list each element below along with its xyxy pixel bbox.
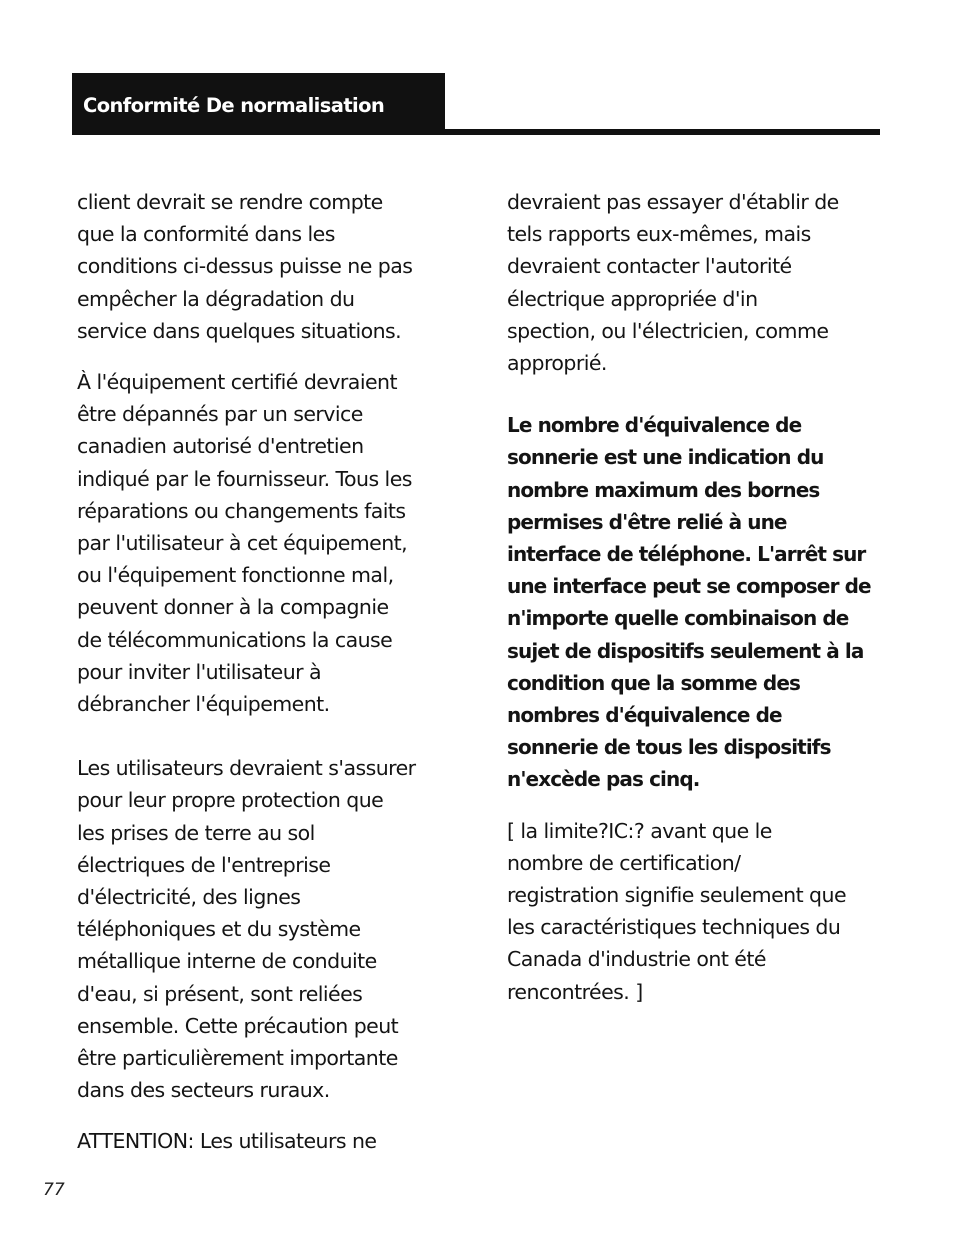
- section-title: Conformité De normalisation: [83, 93, 385, 117]
- paragraph-attention: ATTENTION: Les utilisateurs ne: [77, 1129, 377, 1154]
- paragraph-electrician: devraient pas essayer d'établir de tels rapports eux-mêmes, mais devraient contacter l'autorité électrique appropriée d'in spection, ou l'électricien, comme approprié.: [507, 190, 839, 376]
- paragraph-ringer-equivalence: Le nombre d'équivalence de sonnerie est une indication du nombre maximum des bornes permises d'être relié à une interface de téléphone. L'arrêt sur une interface peut se composer de n'importe quelle combinaison de sujet de dispositifs seulement à la condition que la somme des nombres d'équivalence de sonnerie de tous les dispositifs n'excède pas cinq.: [507, 413, 871, 792]
- paragraph-compliance-notice: client devrait se rendre compte que la conformité dans les conditions ci-dessus puisse ne pas empêcher la dégradation du service dans quelques situations.: [77, 190, 413, 343]
- paragraph-repairs: À l'équipement certifié devraient être dépannés par un service canadien autorisé d'entretien indiqué par le fournisseur. Tous les réparations ou changements faits par l'utilisateur à cet équipement, ou l'équipement fonctionne mal, peuvent donner à la compagnie de télécommunications la cause pour inviter l'utilisateur à débrancher l'équipement.: [77, 370, 412, 717]
- page-number: 77: [43, 1180, 65, 1200]
- paragraph-ic-certification: [ la limite?IC:? avant que le nombre de certification/ registration signifie seulement que les caractéristiques techniques du Canada d'industrie ont été rencontrées. ]: [507, 818, 846, 1004]
- section-header: [72, 73, 445, 135]
- right-column: [507, 186, 879, 1008]
- paragraph-grounding: Les utilisateurs devraient s'assurer pour leur propre protection que les prises de terre au sol électriques de l'entreprise d'électricité, des lignes téléphoniques et du système métallique interne de conduite d'eau, si présent, sont reliées ensemble. Cette précaution peut être particulièrement importante dans des secteurs ruraux.: [77, 756, 416, 1103]
- left-column: [77, 186, 453, 1158]
